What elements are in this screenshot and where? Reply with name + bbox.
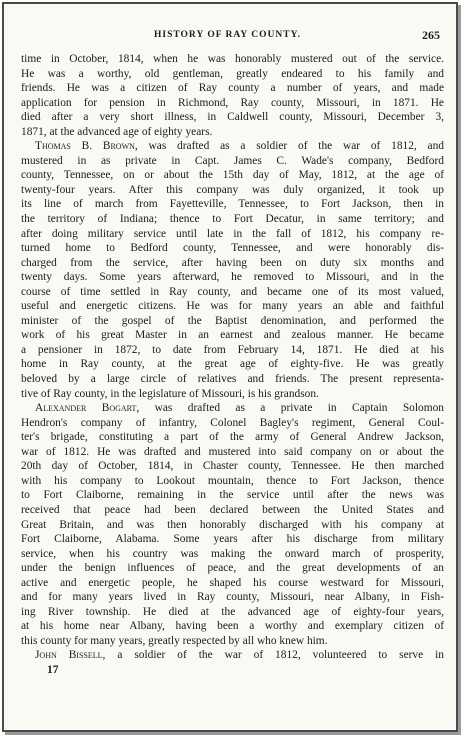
text-line: war of 1812. He was drafted and mustered into said company on or about the <box>21 445 444 458</box>
text-line: 20th day of October, 1814, in Chaster county, Tennessee. He then marched <box>21 460 444 473</box>
text-line: minister of the gospel of the Baptist denomination, and performed the <box>21 314 444 327</box>
text-line: home in Ray county, at the great age of eighty-five. He was greatly <box>21 358 444 371</box>
text-line: He was a worthy, old gentleman, greatly endeared to his family and <box>21 67 444 80</box>
signature-mark: 17 <box>47 663 59 676</box>
text-line: application for pension in Richmond, Ray county, Missouri, in 1871. He <box>21 96 444 109</box>
text-line: ing River township. He died at the advanced age of eighty-four years, <box>21 605 444 618</box>
text-line: after doing military service until late in the fall of 1812, his company re- <box>21 227 444 240</box>
person-name: John Bissell <box>35 649 103 662</box>
text-line-first <box>21 139 444 154</box>
page-header <box>4 30 456 46</box>
text-line: under the benign influences of peace, and the great developments of an <box>21 562 444 575</box>
text-line: to Fort Claiborne, remaining in the service until after the news was <box>21 489 444 502</box>
text-line: course of time settled in Ray county, and became one of its most valued, <box>21 285 444 298</box>
text-line: and for many years lived in Ray county, Missouri, near Albany, in Fish- <box>21 591 444 604</box>
text-line: turned home to Bedford county, Tennessee, and were honorably dis- <box>21 242 444 255</box>
text-line-rest: , a soldier of the war of 1812, volunteered to serve in <box>102 649 444 662</box>
text-line-first <box>21 648 444 663</box>
text-line: twenty-four years. After this company was duly organized, it took up <box>21 183 444 196</box>
text-line: work of his great Master in an earnest and zealous manner. He became <box>21 329 444 342</box>
text-line: Great Britain, and was then honorably discharged with his company at <box>21 518 444 531</box>
text-line-first <box>21 401 444 416</box>
text-line: friends. He was a citizen of Ray county a number of years, and made <box>21 82 444 95</box>
text-line: received that peace had been declared between the United States and <box>21 503 444 516</box>
page-number: 265 <box>422 28 440 42</box>
text-line: ter's brigade, constituting a part of the army of General Andrew Jackson, <box>21 431 444 444</box>
text-line: service, when his country was making the onward march of prosperity, <box>21 547 444 560</box>
person-name: Thomas B. Brown <box>35 140 135 153</box>
text-line: charged from the service, after having been on duty six months and <box>21 256 444 269</box>
text-line: this county for many years, greatly respected by all who knew him. <box>21 634 328 647</box>
paragraph-john-bissell <box>21 648 444 663</box>
text-line: beloved by a large circle of relatives and friends. The present representa- <box>21 373 444 386</box>
text-line: time in October, 1814, when he was honorably mustered out of the service. <box>21 53 444 65</box>
body-text <box>21 52 444 677</box>
text-line: Hendron's company of infantry, Colonel Bagley's regiment, General Coul- <box>21 416 444 429</box>
paragraph-thomas-brown <box>21 139 444 401</box>
person-name: Alexander Bogart <box>35 402 137 415</box>
paragraph-continuation <box>21 52 444 139</box>
text-line: Fort Claiborne, Alabama. Some years after his discharge from military <box>21 533 444 546</box>
text-line-rest: , was drafted as a soldier of the war of 1812, and <box>134 140 444 153</box>
text-line: tive of Ray county, in the legislature of Missouri, is his grandson. <box>21 387 319 400</box>
text-line: a pensioner in 1872, to date from February 14, 1871. He died at his <box>21 343 444 356</box>
paragraph-alexander-bogart <box>21 401 444 648</box>
page-frame <box>2 2 458 732</box>
text-line: mustered in as private in Capt. James C. Wade's company, Bedford <box>21 154 444 167</box>
text-line: with his company to Lookout mountain, thence to Fort Jackson, thence <box>21 474 444 487</box>
text-line: died after a very short illness, in Caldwell county, Missouri, December 3, <box>21 111 444 124</box>
text-line: active and energetic people, he shaped his course westward for Missouri, <box>21 576 444 589</box>
text-line: twenty days. Some years afterward, he removed to Missouri, and in the <box>21 271 444 284</box>
text-line-rest: , was drafted as a private in Captain Solomon <box>136 402 444 415</box>
text-line: the territory of Indiana; thence to Fort Decatur, in same territory; and <box>21 213 444 226</box>
text-line: at his home near Albany, having been a worthy and exemplary citizen of <box>21 620 444 633</box>
running-title: HISTORY OF RAY COUNTY. <box>154 30 301 40</box>
text-line: 1871, at the advanced age of eighty years. <box>21 125 213 138</box>
text-line: its line of march from Fayetteville, Tennessee, to Fort Jackson, then in <box>21 198 444 211</box>
text-line: useful and energetic citizens. He was for many years an able and faithful <box>21 300 444 313</box>
text-line: county, Tennessee, on or about the 15th day of May, 1812, at the age of <box>21 169 444 182</box>
